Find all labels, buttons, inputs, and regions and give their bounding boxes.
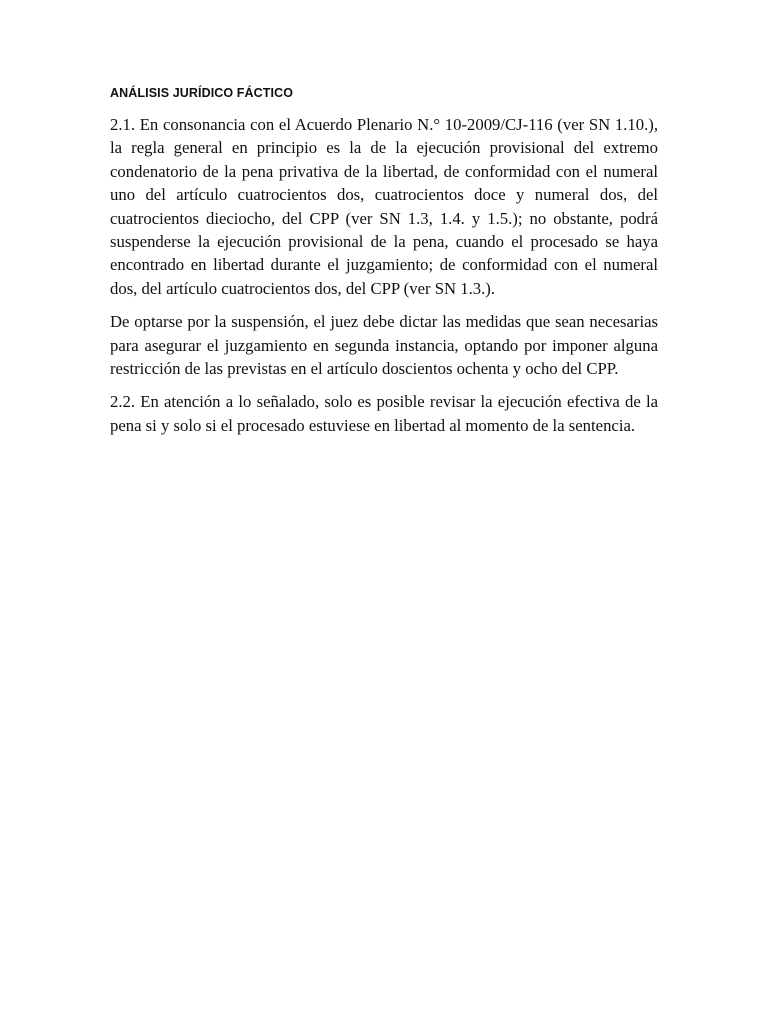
paragraph-2-2: 2.2. En atención a lo señalado, solo es posible revisar la ejecución efectiva de la pena si y solo si el procesado estuviese en libertad al momento de la sentencia.: [110, 392, 658, 435]
paragraph-suspension: De optarse por la suspensión, el juez debe dictar las medidas que sean necesarias para asegurar el juzgamiento en segunda instancia, optando por imponer alguna restricción de las previstas en el artículo doscientos ochenta y ocho del CPP.: [110, 312, 658, 379]
document-body: [110, 84, 658, 447]
section-heading: ANÁLISIS JURÍDICO FÁCTICO: [110, 86, 294, 100]
paragraph-2-1: 2.1. En consonancia con el Acuerdo Plenario N.° 10-2009/CJ-116 (ver SN 1.10.), la regla general en principio es la de la ejecución provisional del extremo condenatorio de la pena privativa de la libertad, de conformidad con el numeral uno del artículo cuatrocientos dos, cuatrocientos doce y numeral dos, del cuatrocientos dieciocho, del CPP (ver SN 1.3, 1.4. y 1.5.); no obstante, podrá suspenderse la ejecución provisional de la pena, cuando el procesado se haya encontrado en libertad durante el juzgamiento; de conformidad con el numeral dos, del artículo cuatrocientos dos, del CPP (ver SN 1.3.).: [110, 115, 658, 298]
